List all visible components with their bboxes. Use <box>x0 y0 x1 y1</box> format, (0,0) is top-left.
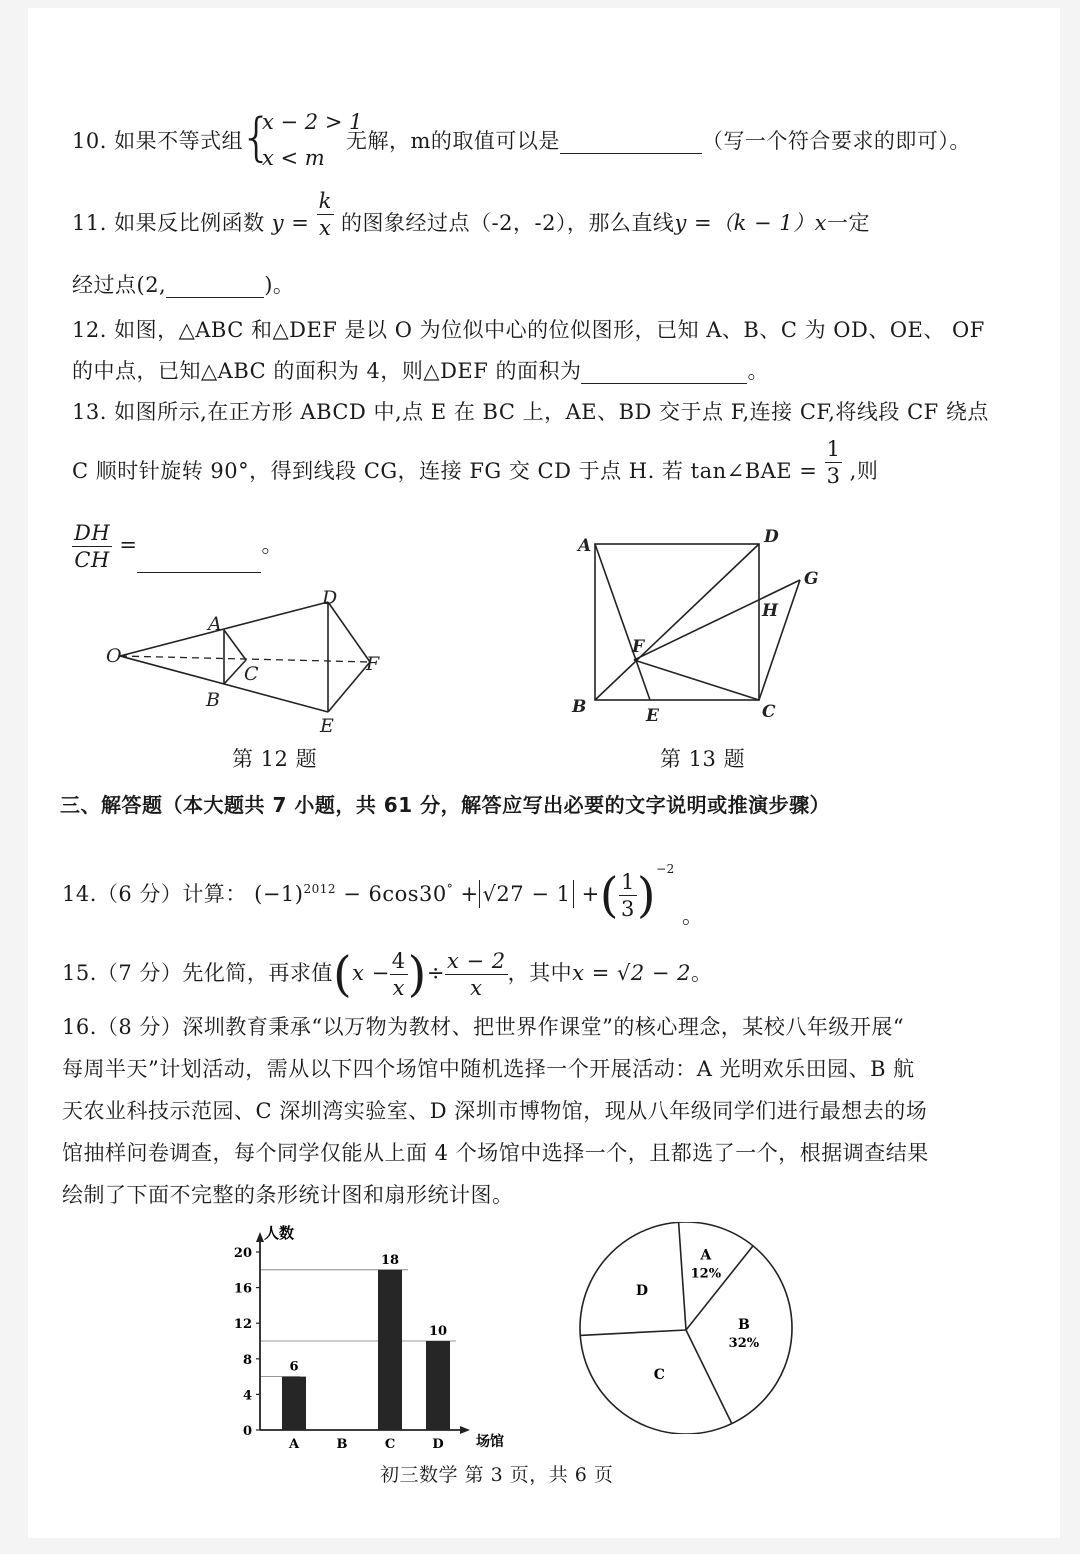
x-axis-label: 场馆 <box>476 1434 504 1450</box>
fig13-label-a: A <box>578 536 592 556</box>
q12-line-1: 12. 如图，△ABC 和△DEF 是以 O 为位似中心的位似图形，已知 A、B、C 为 OD、OE、 OF <box>72 318 985 342</box>
y-axis-label: 人数 <box>264 1224 295 1242</box>
bar-chart <box>220 1218 520 1458</box>
q13-tan-fraction: $\frac{1}{3}$ <box>826 437 841 488</box>
fig13-label-d: D <box>764 527 779 547</box>
q16-line-2: 每周半天”计划活动，需从以下四个场馆中随机选择一个开展活动：A 光明欢乐田园、B 航 <box>62 1057 915 1081</box>
bar-a <box>282 1377 306 1430</box>
x-axis-arrow <box>460 1426 470 1434</box>
fig13-label-b: B <box>572 697 587 717</box>
fig13-label-e: E <box>646 706 659 724</box>
pie-percent-a: 12% <box>690 1266 722 1282</box>
pie-label-a: A <box>700 1247 712 1264</box>
q12-line-2: 的中点，已知△ABC 的面积为 4，则△DEF 的面积为 。 <box>72 359 769 383</box>
fig12-label-o: O <box>106 645 122 667</box>
fig12-label-f: F <box>366 653 380 675</box>
y-tick-label: 8 <box>242 1352 252 1368</box>
fig12-caption: 第 12 题 <box>232 747 318 771</box>
q16-line-1: 16.（8 分）深圳教育秉承“以万物为教材、把世界作课堂”的核心理念，某校八年级开展“ <box>62 1015 905 1039</box>
q13-answer-blank[interactable] <box>137 552 261 573</box>
q10-inequality-1: x − 2 > 1 <box>262 110 363 134</box>
y-tick-label: 20 <box>233 1246 252 1261</box>
q15-line: 15.（7 分）先化简，再求值(x − $\frac{4}{x}$ )÷ $\frac{x - 2}{x}$ ，其中x = √2 − 2。 <box>62 946 713 1003</box>
pie-label-b: B <box>737 1316 750 1333</box>
q16-line-4: 馆抽样问卷调查，每个同学仅能从上面 4 个场馆中选择一个，且都选了一个，根据调查结果 <box>62 1141 929 1165</box>
pie-label-d: D <box>635 1282 649 1299</box>
bar-value-label: 18 <box>380 1252 400 1268</box>
bar-value-label: 6 <box>289 1359 299 1375</box>
y-tick-label: 4 <box>242 1388 252 1404</box>
q14-absolute-value: √27 − 1 <box>479 880 575 908</box>
q11-line-2: 经过点(2, )。 <box>72 273 295 297</box>
y-tick-label: 0 <box>242 1424 252 1439</box>
q13-line-1: 13. 如图所示,在正方形 ABCD 中,点 E 在 BC 上，AE、BD 交于点 F,连接 CF,将线段 CF 绕点 <box>72 400 989 424</box>
y-tick-label: 16 <box>233 1281 252 1297</box>
section-3-heading: 三、解答题（本大题共 7 小题，共 61 分，解答应写出必要的文字说明或推演步骤） <box>60 793 831 817</box>
q11-answer-blank[interactable] <box>166 277 264 298</box>
q12-answer-blank[interactable] <box>581 363 747 384</box>
bar-d <box>426 1341 450 1430</box>
q10-inequality-2: x < m <box>262 146 325 170</box>
figure-12 <box>100 580 400 740</box>
fig13-label-h: H <box>762 601 779 621</box>
pie-slice-boundary <box>679 1222 686 1330</box>
q10-tail: 无解，m的取值可以是 （写一个符合要求的即可）。 <box>346 129 971 153</box>
q13-line-2: C 顺时针旋转 90°，得到线段 CG，连接 FG 交 CD 于点 H. 若 tan∠BAE = $\frac{1}{3}$ ,则 <box>72 437 879 488</box>
fig13-label-f: F <box>632 637 645 657</box>
fig12-label-d: D <box>322 587 338 609</box>
fig12-label-c: C <box>244 663 259 685</box>
fig13-label-c: C <box>762 702 776 722</box>
bar-value-label: 10 <box>428 1324 448 1339</box>
q11-fraction: $\frac{k}{x}$ <box>318 189 332 240</box>
pie-slice-boundary <box>686 1330 732 1424</box>
x-tick-label: D <box>432 1437 444 1452</box>
fig12-label-a: A <box>208 613 222 635</box>
fig12-label-e: E <box>320 715 334 737</box>
q16-line-3: 天农业科技示范园、C 深圳湾实验室、D 深圳市博物馆，现从八年级同学们进行最想去的场 <box>62 1099 928 1123</box>
pie-slice-boundary <box>580 1330 686 1335</box>
y-axis-arrow <box>256 1232 264 1242</box>
x-tick-label: C <box>384 1437 396 1452</box>
y-tick-label: 12 <box>233 1317 252 1333</box>
system-brace: { <box>240 108 274 168</box>
x-tick-label: A <box>288 1437 300 1452</box>
page-footer: 初三数学 第 3 页，共 6 页 <box>380 1464 614 1486</box>
fig12-label-b: B <box>206 689 220 711</box>
pie-chart <box>570 1222 806 1434</box>
fig13-caption: 第 13 题 <box>660 747 746 771</box>
q13-ratio-fraction: $\frac{DH}{CH}$ <box>74 521 111 572</box>
x-tick-label: B <box>336 1437 348 1452</box>
pie-percent-b: 32% <box>728 1335 760 1351</box>
bar-c <box>378 1270 402 1430</box>
q13-answer-line: $\frac{DH}{CH}$ = 。 <box>74 521 283 572</box>
figure-13 <box>566 524 836 724</box>
q10-answer-blank[interactable] <box>560 133 702 154</box>
q10-number: 10. 如果不等式组 <box>72 129 244 153</box>
q16-line-5: 绘制了下面不完整的条形统计图和扇形统计图。 <box>62 1183 514 1207</box>
pie-label-c: C <box>653 1366 665 1383</box>
q14-line: 14.（6 分）计算： $(-1)^{2012} - 6\cos 30^\circ + √27 - 1$ +( $\frac{1}{3}$ )$^{-2}$ 。 <box>62 862 704 928</box>
q11-line-1: 11. 如果反比例函数 y = $\frac{k}{x}$ 的图象经过点（-2，-2），那么直线y =（k − 1）x一定 <box>72 189 870 240</box>
fig13-label-g: G <box>804 569 819 589</box>
